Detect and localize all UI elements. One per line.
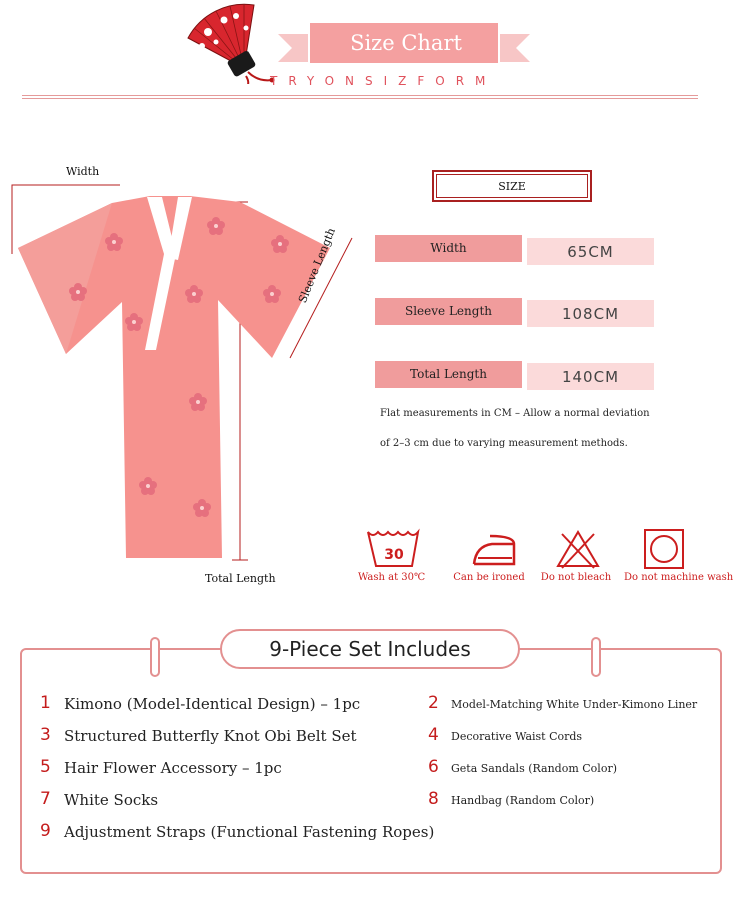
sleeve-row-label: Sleeve Length [375,298,522,325]
no-bleach-icon [556,528,600,570]
header-divider [22,95,698,96]
set-item-geta: Geta Sandals (Random Color) [451,762,617,775]
care-label-iron: Can be ironed [453,572,525,583]
care-label-bleach: Do not bleach [540,572,612,583]
width-label: Width [66,165,100,178]
set-title: 9-Piece Set Includes [269,637,471,661]
item-number: 4 [428,725,439,745]
panel-peg-right [591,637,601,677]
folding-fan-logo [186,2,276,84]
width-row-label: Width [375,235,522,262]
item-number: 3 [40,725,51,745]
care-label-wash: Wash at 30℃ [358,572,426,583]
kimono-diagram [0,150,370,600]
brand-name: TRYONSIZFORM [270,74,497,88]
set-item-hair-flower: Hair Flower Accessory – 1pc [64,759,282,777]
set-item-obi-belt: Structured Butterfly Knot Obi Belt Set [64,727,357,745]
set-item-socks: White Socks [64,791,159,809]
page-title: Size Chart [350,31,462,55]
width-row-value: 65CM [527,238,654,265]
item-number: 5 [40,757,51,777]
item-number: 6 [428,757,439,777]
iron-icon [470,528,520,570]
header-divider [22,98,698,99]
wash-30-icon [366,528,422,570]
item-number: 2 [428,693,439,713]
no-machine-wash-icon [642,528,686,570]
sleeve-row-value: 108CM [527,300,654,327]
item-number: 7 [40,789,51,809]
sleeve-length-label: Sleeve Length [296,226,338,305]
panel-peg-left [150,637,160,677]
item-number: 9 [40,821,51,841]
set-item-kimono: Kimono (Model-Identical Design) – 1pc [64,695,361,713]
set-item-liner: Model-Matching White Under-Kimono Liner [451,698,698,711]
total-row-label: Total Length [375,361,522,388]
wash-temp-text: 30 [384,547,404,563]
size-heading: SIZE [436,174,588,198]
item-number: 8 [428,789,439,809]
measurement-note-line-2: of 2–3 cm due to varying measurement methods. [380,438,628,449]
set-item-handbag: Handbag (Random Color) [451,794,595,807]
total-row-value: 140CM [527,363,654,390]
total-length-label: Total Length [205,572,276,585]
measurement-note-line-1: Flat measurements in CM – Allow a normal deviation [380,408,650,419]
set-item-straps: Adjustment Straps (Functional Fastening Ropes) [64,823,435,841]
set-item-waist-cords: Decorative Waist Cords [451,730,583,743]
care-label-machine-wash: Do not machine wash [624,572,734,583]
item-number: 1 [40,693,51,713]
